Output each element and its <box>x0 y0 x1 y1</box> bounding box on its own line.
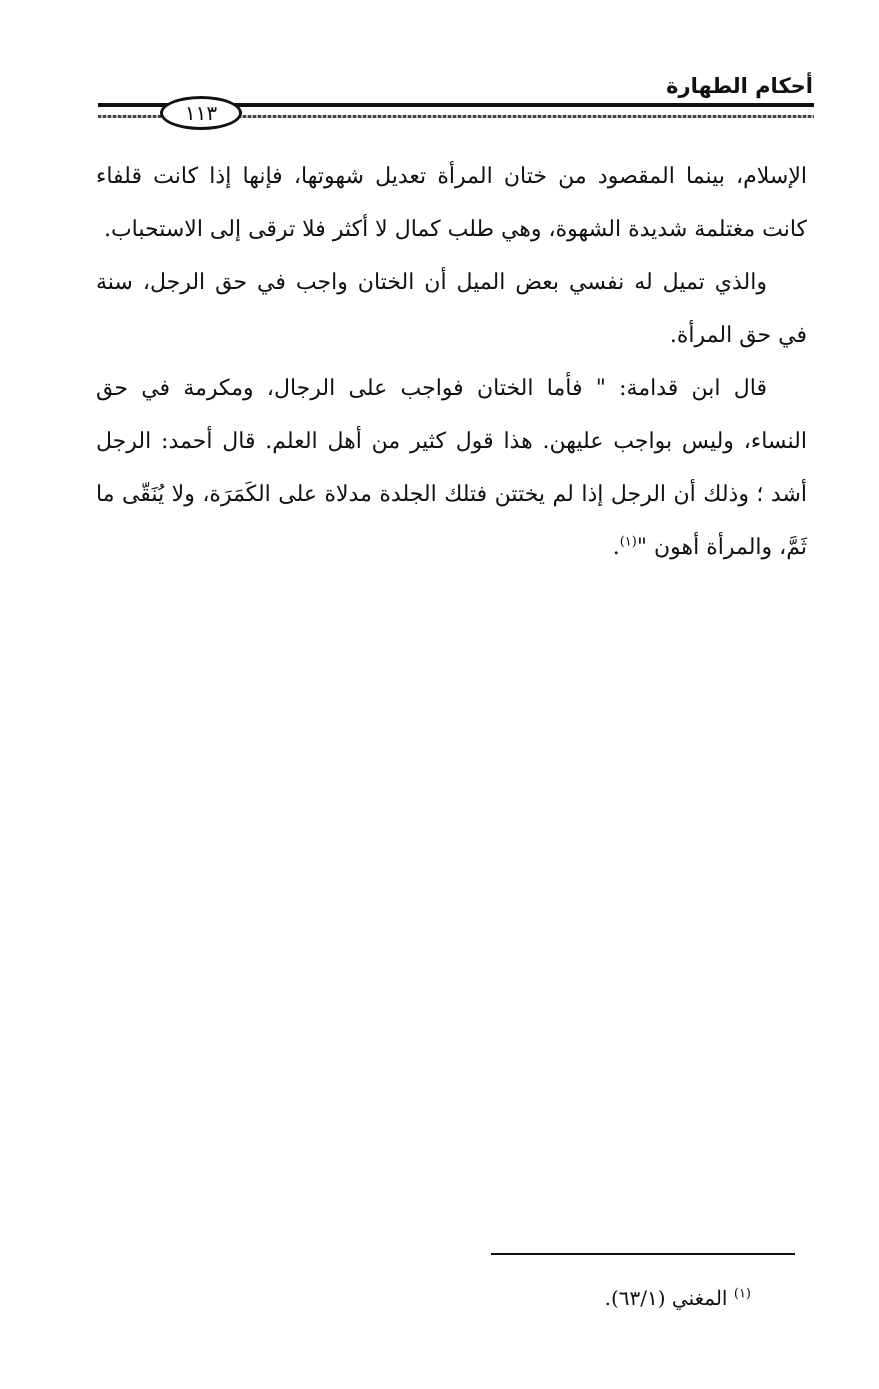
footnote-reference: (١) <box>619 534 637 550</box>
footnote-text: المغني (٦٣/١). <box>604 1286 728 1310</box>
paragraph-3 <box>96 362 807 574</box>
body-text <box>96 150 807 574</box>
footnote <box>605 1286 751 1310</box>
running-title: أحكام الطهارة <box>666 74 813 98</box>
paragraph-1: الإسلام، بينما المقصود من ختان المرأة تعديل شهوتها، فإنها إذا كانت قلفاء كانت مغتلمة شديدة الشهوة، وهي طلب كمال لا أكثر فلا ترقى إلى الاستحباب. <box>96 164 807 242</box>
paragraph-2: والذي تميل له نفسي بعض الميل أن الختان واجب في حق الرجل، سنة في حق المرأة. <box>96 270 807 348</box>
footnote-separator <box>491 1253 795 1255</box>
footnote-marker: (١) <box>733 1286 751 1302</box>
page-number: ١١٣ <box>160 96 242 130</box>
paragraph-3-text: قال ابن قدامة: " فأما الختان فواجب على الرجال، ومكرمة في حق النساء، وليس بواجب عليهن. هذا قول كثير من أهل العلم. قال أحمد: الرجل أشد ؛ وذلك أن الرجل إذا لم يختتن فتلك الجلدة مدلاة على الكَمَرَة، ولا يُنَقّى ما ثَمَّ، والمرأة أهون " <box>96 376 807 560</box>
paragraph-3-end: . <box>612 535 620 560</box>
